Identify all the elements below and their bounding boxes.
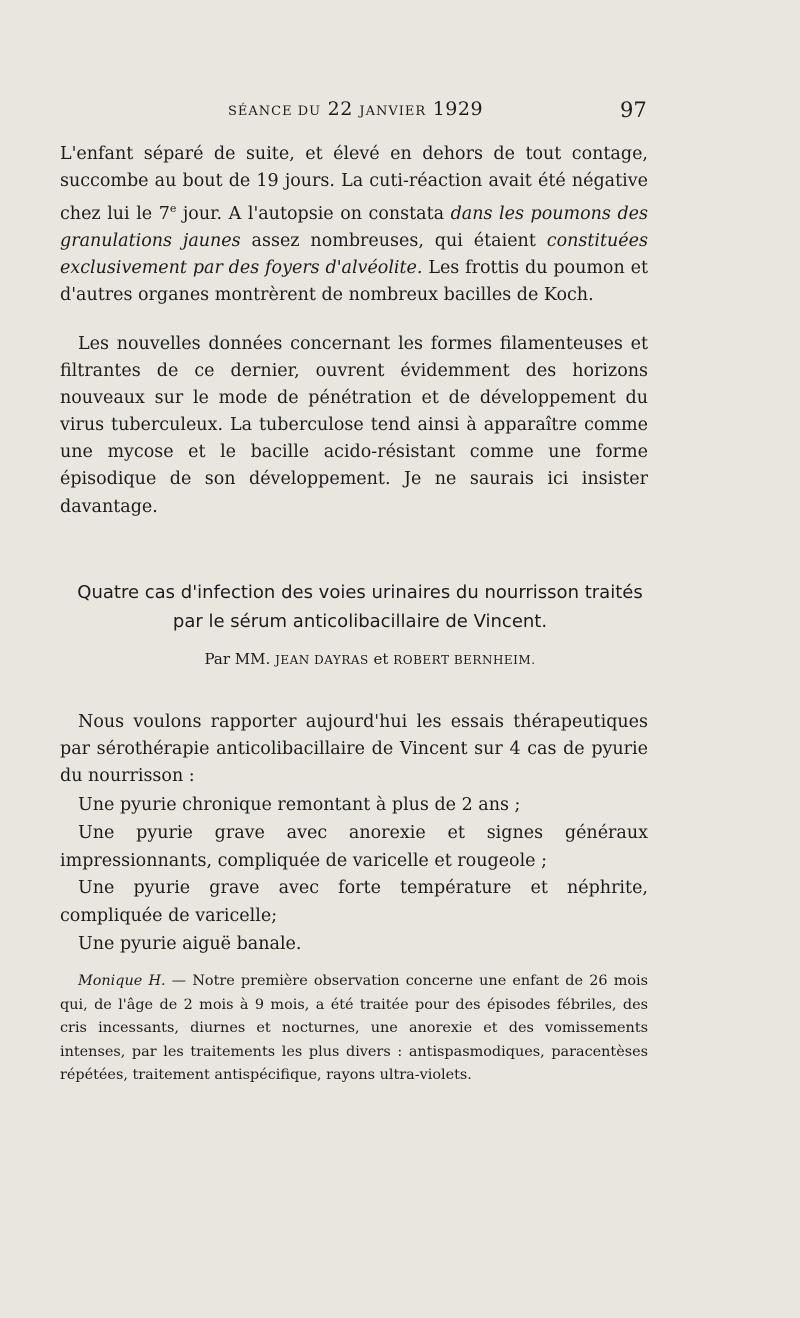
paragraph-tuberculosis: [60, 331, 648, 521]
observation-paragraph: [60, 970, 648, 1088]
authors-and: et: [373, 650, 389, 668]
paragraph1-italic-granulations: dans les poumons des granulations jaunes: [60, 204, 648, 252]
page-number: 97: [620, 98, 647, 122]
case-list: [60, 792, 648, 959]
observation-patient-name: Monique H.: [78, 973, 166, 989]
running-head-day: 22: [327, 98, 353, 120]
paragraph1-part-b: jour. A l'autopsie on constata: [176, 204, 451, 225]
author-bernheim: ROBERT BERNHEIM.: [393, 653, 536, 667]
list-item: Une pyurie aiguë banale.: [78, 933, 302, 954]
paragraph1-italic-alveolite: constituées exclusivement par des foyers d'alvéolite.: [60, 231, 648, 279]
authors-prefix: Par MM.: [204, 650, 271, 668]
paragraph1-part-d: assez nombreuses, qui étaient: [240, 231, 547, 252]
list-item: Une pyurie grave avec anorexie et signes généraux impressionnants, compliquée de varicelle et rougeole ;: [60, 822, 648, 871]
list-item: Une pyurie grave avec forte température et néphrite, compliquée de varicelle;: [60, 878, 648, 927]
running-head-month: JANVIER: [359, 104, 427, 119]
list-item: Une pyurie chronique remontant à plus de 2 ans ;: [78, 795, 521, 815]
article-authors: [0, 650, 740, 668]
running-head-title: [228, 98, 483, 120]
running-head-prefix: SÉANCE DU: [228, 104, 322, 119]
paragraph1-part-a: L'enfant séparé de suite, et élevé en dehors de tout contage, succombe au bout de 19 jours. La cuti-réaction avait été négative chez lui le 7: [60, 144, 648, 225]
paragraph-introduction: [60, 709, 648, 790]
paragraph3-text: Nous voulons rapporter aujourd'hui les essais thérapeutiques par sérothérapie anticolibacillaire de Vincent sur 4 cas de pyurie du nourrisson :: [60, 712, 648, 787]
article-title-line1: Quatre cas d'infection des voies urinaires du nourrisson traités: [77, 582, 643, 603]
author-dayras: JEAN DAYRAS: [275, 653, 369, 667]
paragraph1-part-f: Les frottis du poumon et d'autres organes montrèrent de nombreux bacilles de Koch.: [60, 258, 648, 306]
paragraph1-superscript: e: [169, 202, 177, 216]
running-head-year: 1929: [432, 98, 484, 120]
running-head: [60, 98, 645, 128]
observation-text: — Notre première observation concerne une enfant de 26 mois qui, de l'âge de 2 mois à 9 mois, a été traitée pour des épisodes fébriles, des cris incessants, diurnes et nocturnes, une anorexie et des vomissements intenses, par les traitements les plus divers : antispasmodiques, paracentèses répétées, traitement antispécifique, rayons ultra-violets.: [60, 973, 648, 1083]
paragraph2-text: Les nouvelles données concernant les formes filamenteuses et filtrantes de ce dernier, ouvrent évidemment des horizons nouveaux sur le mode de pénétration et de développement du virus tuberculeux. La tuberculose tend ainsi à apparaître comme une mycose et le bacille acido-résistant comme une forme épisodique de son développement. Je ne saurais ici insister davantage.: [60, 334, 648, 517]
article-title-line2: par le sérum anticolibacillaire de Vincent.: [172, 611, 548, 632]
article-title: [40, 578, 680, 636]
paragraph-autopsy: [60, 141, 648, 309]
